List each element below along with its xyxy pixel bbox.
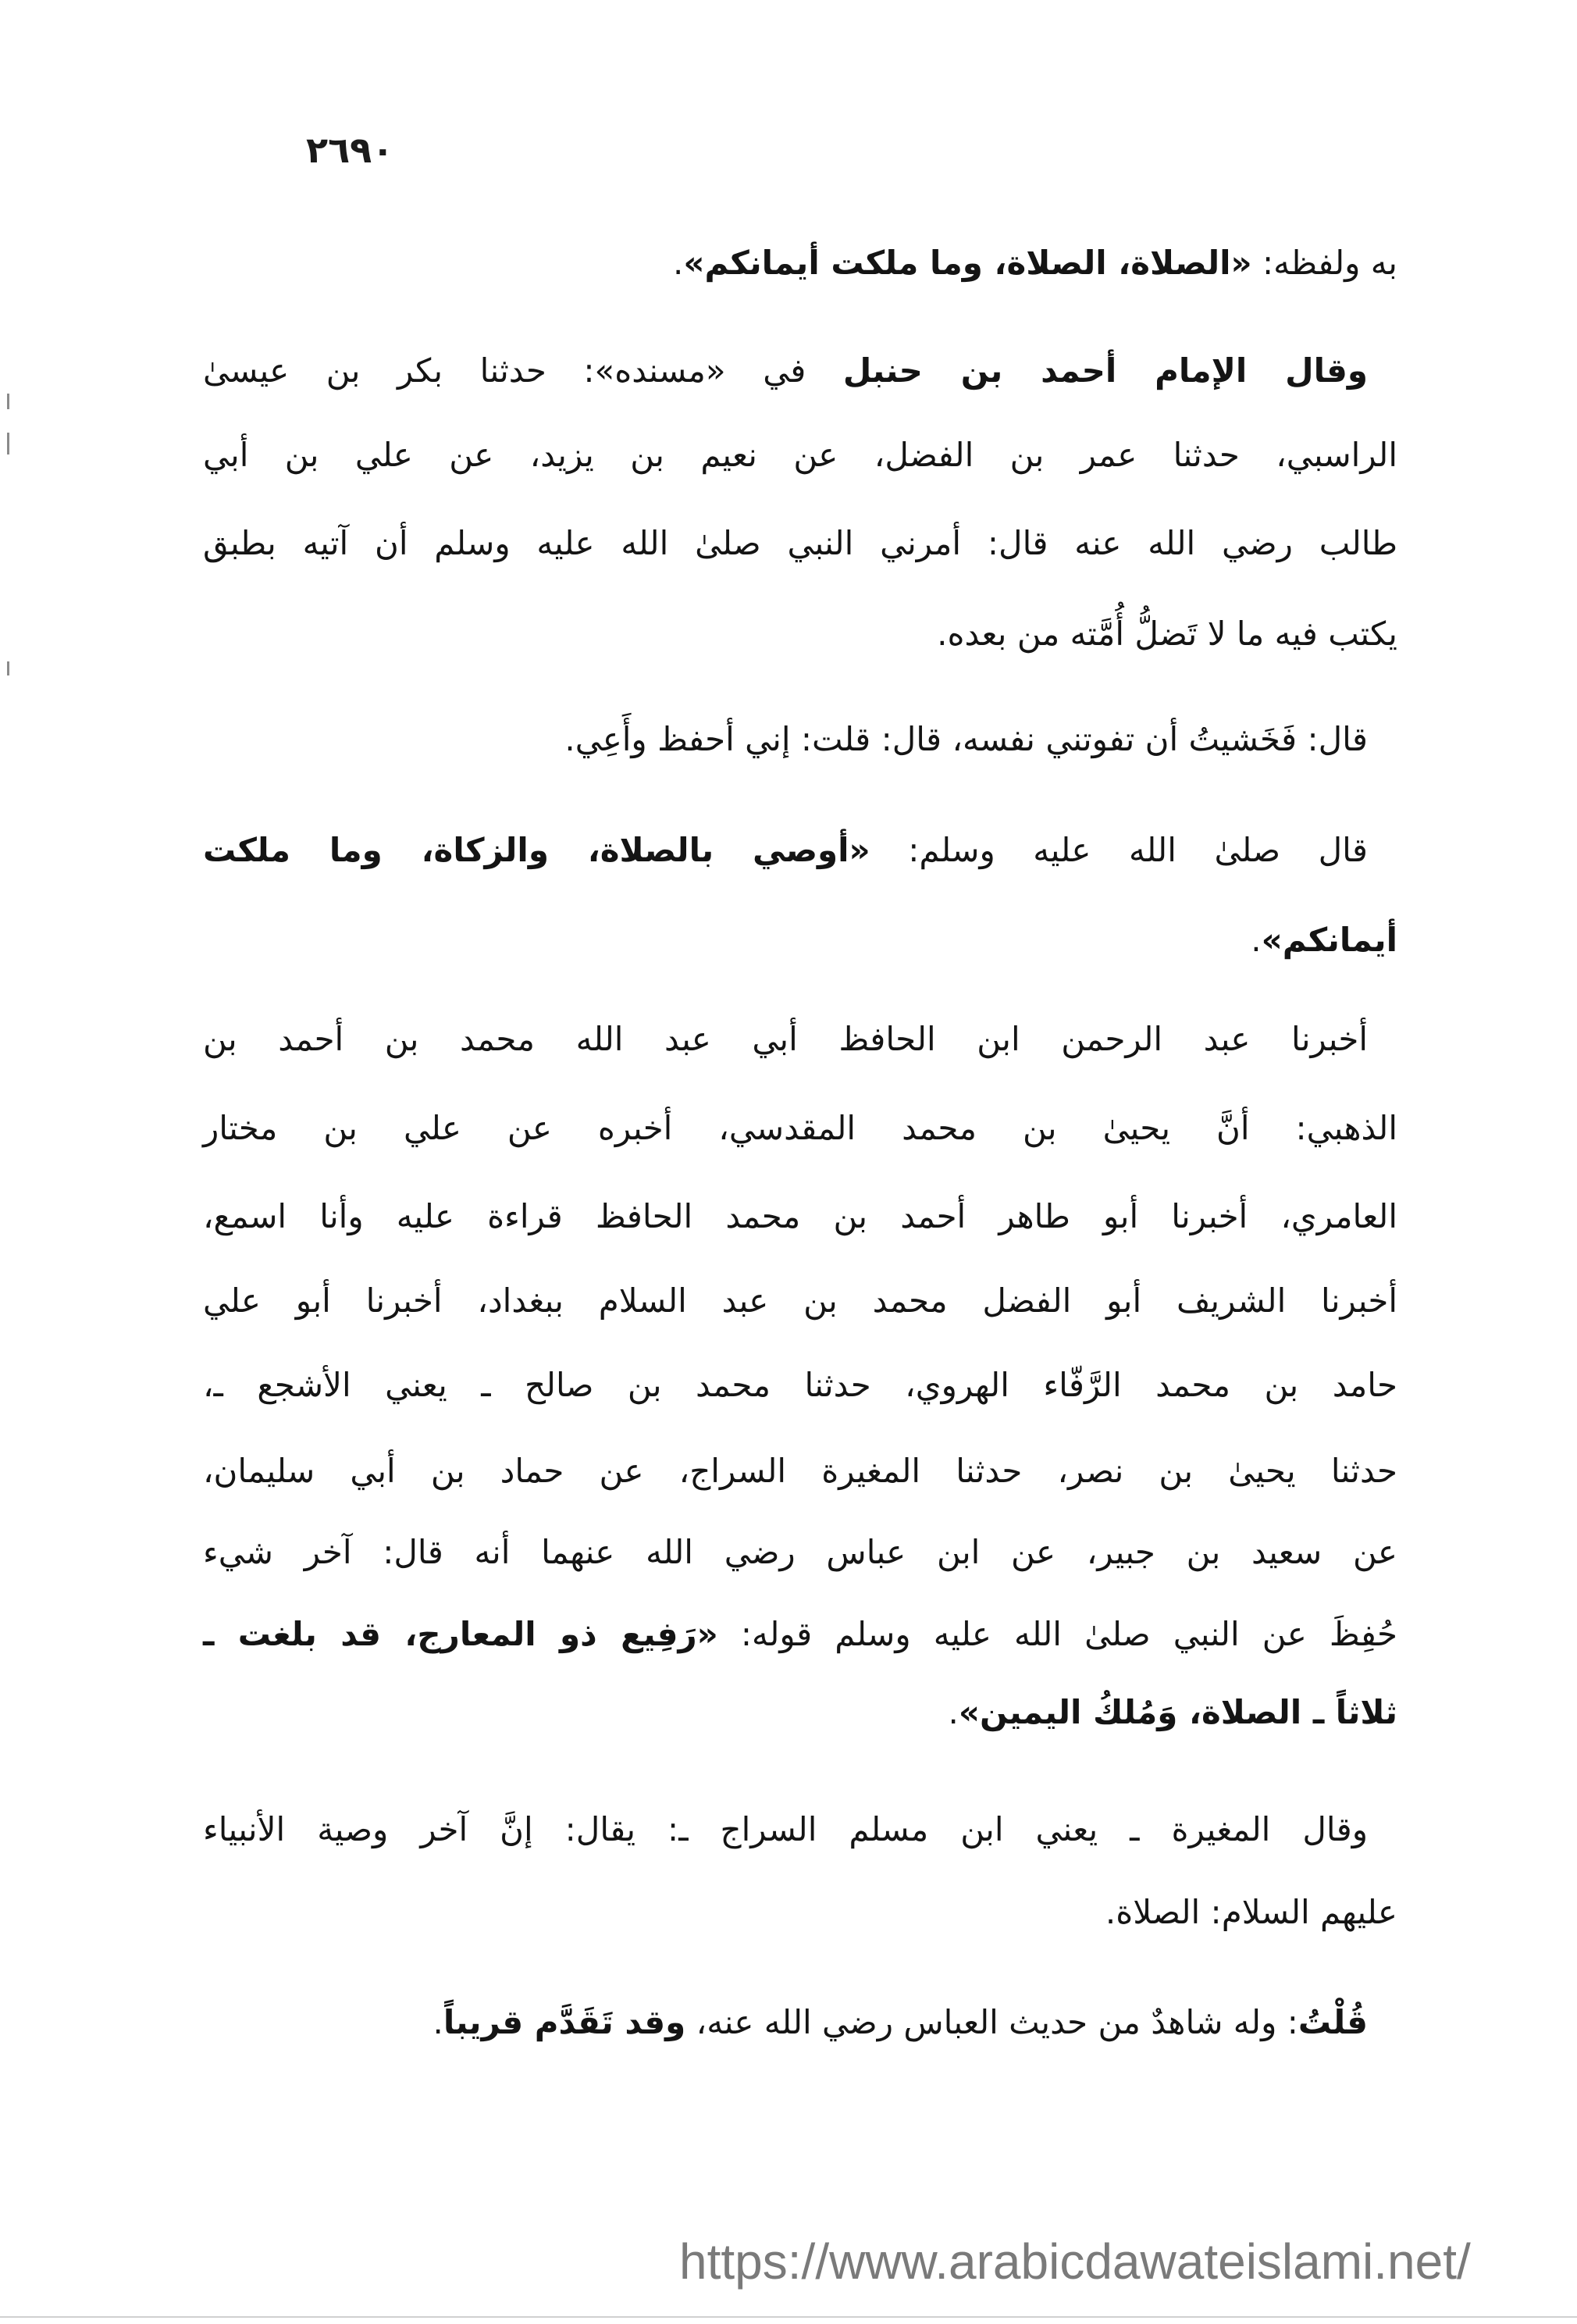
text-segment: قال صلىٰ الله عليه وسلم:	[870, 831, 1368, 869]
text-line	[203, 1673, 1397, 1752]
text-segment: .	[1251, 921, 1262, 959]
bold-quote: أيمانكم»	[1261, 921, 1397, 959]
text-line	[203, 1791, 1368, 1869]
text-line	[203, 1346, 1397, 1424]
bold-quote: «الصلاة، الصلاة، وما ملكت أيمانكم»	[683, 244, 1252, 282]
text-segment: .	[433, 2003, 443, 2041]
bold-phrase: وقد تَقَدَّم قريباً	[443, 2003, 686, 2041]
text-segment: عن سعيد بن جبير، عن ابن عباس رضي الله عنهما أنه قال: آخر شيء	[203, 1533, 1397, 1571]
text-line	[203, 1595, 1397, 1673]
text-segment: حامد بن محمد الرَّفّاء الهروي، حدثنا محمد بن صالح ـ يعني الأشجع ـ،	[203, 1366, 1397, 1404]
text-line	[203, 595, 1397, 673]
text-segment: في «مسنده»: حدثنا بكر بن عيسىٰ	[203, 351, 843, 390]
text-segment: قال: فَخَشيتُ أن تفوتني نفسه، قال: قلت: إني أحفظ وأَعِي.	[564, 720, 1368, 758]
text-segment: .	[948, 1693, 959, 1731]
text-segment: أخبرنا عبد الرحمن ابن الحافظ أبي عبد الله محمد بن أحمد بن	[203, 1020, 1368, 1058]
text-segment: : وله شاهدٌ من حديث العباس رضي الله عنه،	[685, 2003, 1298, 2041]
text-segment: أخبرنا الشريف أبو الفضل محمد بن عبد السلام ببغداد، أخبرنا أبو علي	[203, 1281, 1397, 1320]
text-line	[203, 1089, 1397, 1167]
text-segment: عليهم السلام: الصلاة.	[1105, 1893, 1397, 1931]
text-segment: .	[673, 244, 684, 282]
text-segment: العامري، أخبرنا أبو طاهر أحمد بن محمد الحافظ قراءة عليه وأنا اسمع،	[203, 1197, 1397, 1235]
text-segment: حدثنا يحيىٰ بن نصر، حدثنا المغيرة السراج، عن حماد بن أبي سليمان،	[203, 1452, 1397, 1490]
scan-edge-mark	[7, 394, 9, 409]
page-number: ٢٦٩٠	[306, 129, 394, 171]
text-line	[203, 1513, 1397, 1592]
scan-edge-mark	[7, 433, 9, 454]
text-segment: وقال المغيرة ـ يعني ابن مسلم السراج ـ: يقال: إنَّ آخر وصية الأنبياء	[203, 1810, 1368, 1848]
text-segment: يكتب فيه ما لا تَضلُّ أُمَّته من بعده.	[937, 615, 1397, 653]
text-line	[203, 700, 1368, 779]
text-line	[203, 1000, 1368, 1078]
text-line	[203, 1262, 1397, 1340]
bold-quote: ثلاثاً ـ الصلاة، وَمُلكُ اليمين»	[958, 1693, 1397, 1731]
text-line	[203, 332, 1368, 410]
text-segment: طالب رضي الله عنه قال: أمرني النبي صلىٰ الله عليه وسلم أن آتيه بطبق	[203, 524, 1397, 562]
bold-lead: قُلْتُ	[1298, 2003, 1368, 2041]
bold-quote: «أوصي بالصلاة، والزكاة، وما ملكت	[203, 831, 870, 869]
text-segment: الراسبي، حدثنا عمر بن الفضل، عن نعيم بن يزيد، عن علي بن أبي	[203, 436, 1397, 474]
scan-edge-mark	[0, 2316, 1577, 2318]
text-segment: حُفِظَ عن النبي صلىٰ الله عليه وسلم قوله:	[717, 1615, 1397, 1653]
bold-lead: وقال الإمام أحمد بن حنبل	[842, 351, 1368, 390]
text-line	[203, 1178, 1397, 1256]
text-line	[203, 901, 1397, 979]
text-line	[203, 1873, 1397, 1952]
text-line	[203, 504, 1397, 583]
text-line	[203, 416, 1397, 494]
text-segment: الذهبي: أنَّ يحيىٰ بن محمد المقدسي، أخبره عن علي بن مختار	[203, 1109, 1397, 1147]
text-line	[203, 224, 1397, 302]
text-line	[203, 1984, 1368, 2062]
text-line	[203, 1432, 1397, 1510]
text-line	[203, 811, 1368, 889]
watermark-url: https://www.arabicdawateislami.net/	[679, 2233, 1471, 2290]
scan-edge-mark	[7, 661, 9, 675]
text-segment: به ولفظه:	[1251, 244, 1397, 282]
bold-quote: «رَفِيع ذو المعارج، قد بلغت ـ	[203, 1615, 718, 1653]
